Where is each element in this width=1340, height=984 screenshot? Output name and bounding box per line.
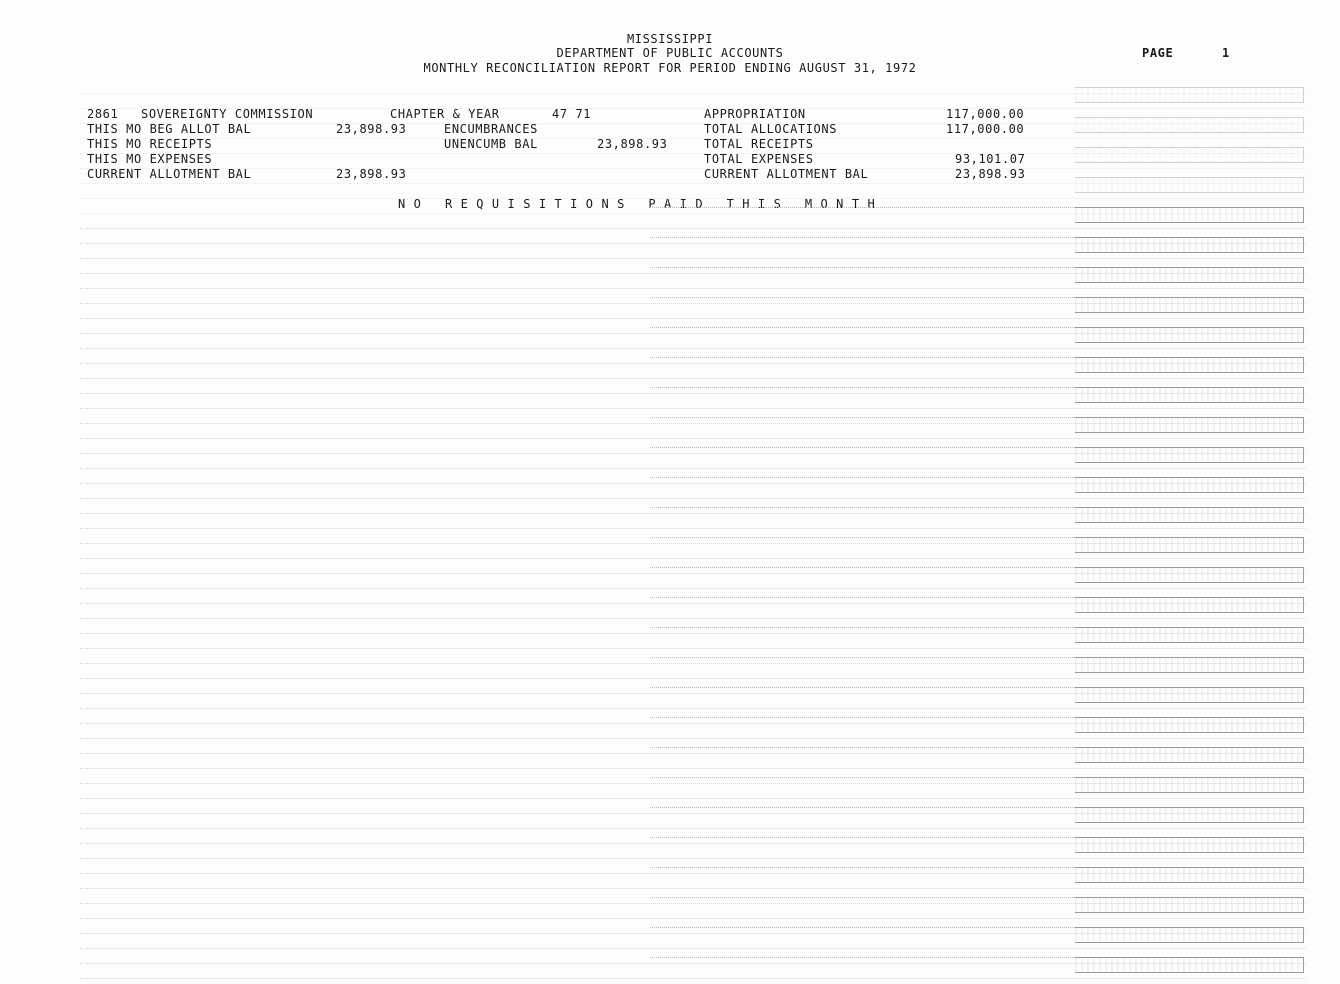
paper-rule-line bbox=[80, 228, 1306, 229]
paper-rule-line bbox=[650, 537, 1075, 538]
page-label: PAGE bbox=[1142, 46, 1174, 60]
paper-rule-line bbox=[80, 798, 1306, 799]
greenbar-box bbox=[1075, 927, 1304, 943]
paper-rule-line bbox=[80, 888, 1306, 889]
report-department: DEPARTMENT OF PUBLIC ACCOUNTS bbox=[556, 46, 784, 60]
greenbar-box bbox=[1075, 117, 1304, 133]
greenbar-box bbox=[1075, 627, 1304, 643]
paper-rule-line bbox=[80, 678, 1306, 679]
paper-rule-line bbox=[650, 477, 1075, 478]
greenbar-box bbox=[1075, 837, 1304, 853]
paper-rule-line bbox=[650, 357, 1075, 358]
greenbar-box bbox=[1075, 447, 1304, 463]
paper-rule-line bbox=[80, 468, 1306, 469]
right-summary-value: 117,000.00 bbox=[946, 122, 1025, 136]
greenbar-box bbox=[1075, 687, 1304, 703]
paper-rule-line bbox=[650, 807, 1075, 808]
paper-rule-line bbox=[650, 747, 1075, 748]
left-summary-label: THIS MO RECEIPTS bbox=[87, 137, 213, 151]
report-state: MISSISSIPPI bbox=[626, 32, 714, 46]
paper-rule-line bbox=[650, 237, 1075, 238]
paper-rule-line bbox=[80, 258, 1306, 259]
paper-rule-line bbox=[650, 777, 1075, 778]
no-requisitions-message: N O R E Q U I S I T I O N S P A I D T H I S M O N T H bbox=[398, 197, 876, 211]
greenbar-box bbox=[1075, 897, 1304, 913]
greenbar-box bbox=[1075, 567, 1304, 583]
greenbar-box bbox=[1075, 417, 1304, 433]
paper-rule-line bbox=[650, 327, 1075, 328]
paper-rule-line bbox=[650, 927, 1075, 928]
paper-rule-line bbox=[80, 768, 1306, 769]
greenbar-box bbox=[1075, 507, 1304, 523]
right-summary-value: 93,101.07 bbox=[955, 152, 1026, 166]
paper-rule-line bbox=[80, 348, 1306, 349]
right-summary-value: 117,000.00 bbox=[946, 107, 1025, 121]
account-code: 2861 bbox=[87, 107, 119, 121]
middle-summary-label: ENCUMBRANCES bbox=[444, 122, 538, 136]
paper-rule-line bbox=[650, 687, 1075, 688]
chapter-year-label: CHAPTER & YEAR bbox=[390, 107, 500, 121]
paper-rule-line bbox=[80, 168, 1306, 169]
middle-summary-value: 23,898.93 bbox=[597, 137, 668, 151]
paper-rule-line bbox=[80, 408, 1306, 409]
greenbar-box bbox=[1075, 357, 1304, 373]
paper-rule-line bbox=[650, 267, 1075, 268]
greenbar-box bbox=[1075, 477, 1304, 493]
greenbar-box bbox=[1075, 237, 1304, 253]
paper-rule-line bbox=[80, 828, 1306, 829]
paper-rule-line bbox=[650, 717, 1075, 718]
paper-rule-line bbox=[80, 528, 1306, 529]
account-name: SOVEREIGNTY COMMISSION bbox=[141, 107, 314, 121]
paper-rule-line bbox=[650, 957, 1075, 958]
paper-rule-line bbox=[650, 507, 1075, 508]
greenbar-box bbox=[1075, 867, 1304, 883]
paper-rule-line bbox=[650, 867, 1075, 868]
right-summary-value: 23,898.93 bbox=[955, 167, 1026, 181]
paper-rule-line bbox=[80, 918, 1306, 919]
paper-rule-line bbox=[650, 417, 1075, 418]
greenbar-box bbox=[1075, 807, 1304, 823]
paper-rule-line bbox=[80, 558, 1306, 559]
paper-rule-line bbox=[80, 978, 1306, 979]
right-summary-label: TOTAL EXPENSES bbox=[704, 152, 814, 166]
greenbar-box bbox=[1075, 297, 1304, 313]
paper-rule-line bbox=[650, 657, 1075, 658]
right-summary-label: TOTAL ALLOCATIONS bbox=[704, 122, 838, 136]
greenbar-box bbox=[1075, 267, 1304, 283]
greenbar-box bbox=[1075, 147, 1304, 163]
greenbar-box bbox=[1075, 597, 1304, 613]
greenbar-box bbox=[1075, 537, 1304, 553]
paper-rule-line bbox=[80, 288, 1306, 289]
greenbar-box bbox=[1075, 777, 1304, 793]
chapter-year-value: 47 71 bbox=[552, 107, 592, 121]
right-summary-label: CURRENT ALLOTMENT BAL bbox=[704, 167, 869, 181]
paper-rule-line bbox=[650, 627, 1075, 628]
paper-rule-line bbox=[80, 318, 1306, 319]
paper-rule-line bbox=[80, 138, 1306, 139]
paper-rule-line bbox=[650, 837, 1075, 838]
greenbar-box bbox=[1075, 657, 1304, 673]
paper-rule-line bbox=[650, 387, 1075, 388]
paper-rule-line bbox=[80, 858, 1306, 859]
greenbar-box bbox=[1075, 957, 1304, 973]
left-summary-label: THIS MO BEG ALLOT BAL bbox=[87, 122, 252, 136]
paper-rule-line bbox=[80, 588, 1306, 589]
greenbar-box bbox=[1075, 717, 1304, 733]
greenbar-box bbox=[1075, 207, 1304, 223]
paper-rule-line bbox=[650, 297, 1075, 298]
greenbar-box bbox=[1075, 327, 1304, 343]
page-number: 1 bbox=[1222, 46, 1230, 60]
paper-rule-line bbox=[650, 207, 1075, 208]
right-summary-label: TOTAL RECEIPTS bbox=[704, 137, 814, 151]
greenbar-box bbox=[1075, 177, 1304, 193]
left-summary-value: 23,898.93 bbox=[336, 122, 407, 136]
report-title: MONTHLY RECONCILIATION REPORT FOR PERIOD ENDING AUGUST 31, 1972 bbox=[423, 61, 917, 75]
paper-rule-line bbox=[650, 897, 1075, 898]
right-summary-label: APPROPRIATION bbox=[704, 107, 806, 121]
paper-rule-line bbox=[80, 948, 1306, 949]
greenbar-box bbox=[1075, 87, 1304, 103]
paper-rule-line bbox=[80, 498, 1306, 499]
paper-rule-line bbox=[650, 447, 1075, 448]
paper-rule-line bbox=[80, 738, 1306, 739]
paper-rule-line bbox=[650, 597, 1075, 598]
paper-rule-line bbox=[80, 438, 1306, 439]
paper-rule-line bbox=[80, 618, 1306, 619]
left-summary-label: THIS MO EXPENSES bbox=[87, 152, 213, 166]
paper-rule-line bbox=[80, 378, 1306, 379]
paper-rule-line bbox=[80, 708, 1306, 709]
paper-rule-line bbox=[650, 567, 1075, 568]
left-summary-value: 23,898.93 bbox=[336, 167, 407, 181]
middle-summary-label: UNENCUMB BAL bbox=[444, 137, 538, 151]
left-summary-label: CURRENT ALLOTMENT BAL bbox=[87, 167, 252, 181]
paper-rule-line bbox=[80, 648, 1306, 649]
greenbar-box bbox=[1075, 747, 1304, 763]
greenbar-box bbox=[1075, 387, 1304, 403]
